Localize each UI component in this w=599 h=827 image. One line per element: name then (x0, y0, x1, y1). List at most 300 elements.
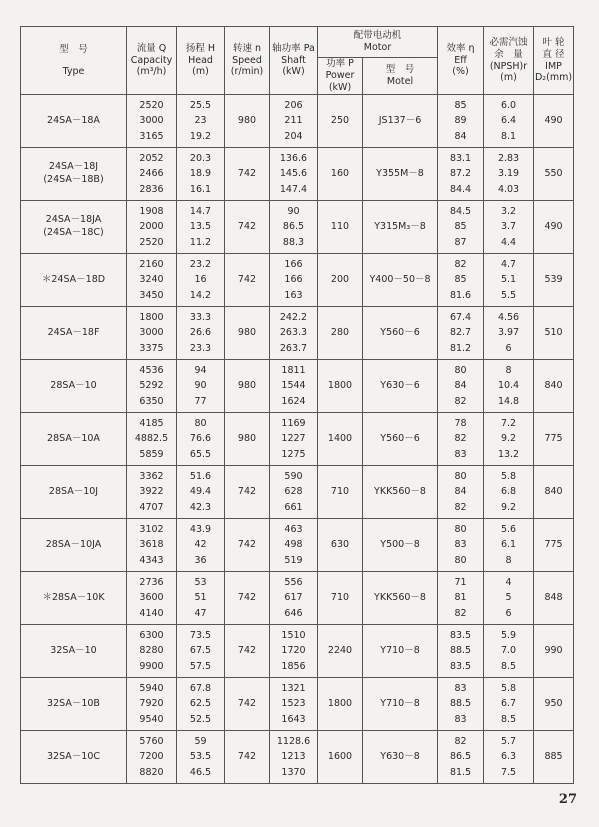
power-cell: 280 (318, 307, 363, 360)
capacity-cell (127, 254, 177, 307)
npsh-cell-value: 5.6 (500, 523, 517, 535)
head-cell-value: 94 (194, 364, 207, 376)
capacity-cell-value: 2736 (139, 576, 164, 588)
pump-spec-table (20, 26, 574, 784)
eff-cell-value: 84.5 (449, 205, 472, 217)
eff-cell-value: 82 (454, 433, 467, 445)
head-cell-value: 80 (194, 417, 207, 429)
npsh-cell-value: 3.97 (497, 327, 520, 339)
eff-cell (438, 678, 484, 731)
motor-cell: YKK560－8 (363, 466, 438, 519)
eff-cell (438, 307, 484, 360)
speed-cell: 742 (225, 625, 270, 678)
eff-cell-value: 82 (454, 501, 467, 513)
capacity-cell-value: 1800 (139, 311, 164, 323)
head-cell (177, 678, 225, 731)
shaft-cell-value: 1811 (281, 364, 306, 376)
npsh-cell (484, 625, 534, 678)
shaft-cell-value: 1856 (281, 660, 306, 672)
shaft-cell-value: 1523 (281, 698, 306, 710)
header-npsh: 必需汽蚀 余 量 (NPSH)r (m) (484, 27, 534, 95)
shaft-cell-value: 1128.6 (276, 735, 311, 747)
shaft-cell-value: 166 (284, 258, 303, 270)
eff-cell-value: 78 (454, 417, 467, 429)
npsh-cell-value: 3.19 (497, 168, 520, 180)
capacity-cell (127, 731, 177, 784)
eff-cell-value: 83.1 (449, 152, 472, 164)
shaft-cell (270, 625, 318, 678)
motor-cell: Y355M－8 (363, 148, 438, 201)
head-cell-value: 23.2 (189, 258, 212, 270)
npsh-cell-value: 13.2 (497, 448, 520, 460)
header-eff: 效率 η Eff (%) (438, 27, 484, 95)
motor-cell: YKK560－8 (363, 572, 438, 625)
power-cell: 2240 (318, 625, 363, 678)
shaft-cell-value: 1275 (281, 448, 306, 460)
head-cell (177, 148, 225, 201)
model-cell-value: 28SA－10 (50, 379, 97, 391)
capacity-cell (127, 519, 177, 572)
head-cell-value: 53.5 (189, 751, 212, 763)
capacity-cell (127, 360, 177, 413)
motor-cell: Y315M₃－8 (363, 201, 438, 254)
head-cell-value: 76.6 (189, 433, 212, 445)
shaft-cell (270, 466, 318, 519)
eff-cell (438, 148, 484, 201)
eff-cell-value: 82 (454, 395, 467, 407)
shaft-cell (270, 360, 318, 413)
capacity-cell-value: 4707 (139, 501, 164, 513)
impeller-cell: 990 (534, 625, 574, 678)
impeller-cell: 848 (534, 572, 574, 625)
table-row (21, 148, 574, 201)
speed-cell: 742 (225, 466, 270, 519)
shaft-cell-value: 463 (284, 523, 303, 535)
shaft-cell-value: 88.3 (282, 236, 305, 248)
npsh-cell-value: 6.3 (500, 751, 517, 763)
npsh-cell (484, 678, 534, 731)
npsh-cell-value: 6 (505, 342, 512, 354)
eff-cell-value: 88.5 (449, 698, 472, 710)
capacity-cell-value: 6300 (139, 629, 164, 641)
npsh-cell-value: 8.5 (500, 713, 517, 725)
power-cell: 110 (318, 201, 363, 254)
table-row (21, 572, 574, 625)
speed-cell: 742 (225, 572, 270, 625)
head-cell (177, 413, 225, 466)
head-cell-value: 25.5 (189, 99, 212, 111)
speed-cell: 742 (225, 519, 270, 572)
npsh-cell-value: 2.83 (497, 152, 520, 164)
eff-cell-value: 87.2 (449, 168, 472, 180)
header-motel: 型 号 Motel (363, 58, 438, 95)
power-cell: 1800 (318, 360, 363, 413)
npsh-cell-value: 9.2 (500, 501, 517, 513)
model-cell (21, 625, 127, 678)
table-row (21, 678, 574, 731)
eff-cell-value: 82 (454, 735, 467, 747)
capacity-cell-value: 7200 (139, 751, 164, 763)
impeller-cell: 550 (534, 148, 574, 201)
head-cell-value: 57.5 (189, 660, 212, 672)
table-row (21, 625, 574, 678)
capacity-cell-value: 2160 (139, 258, 164, 270)
head-cell-value: 19.2 (189, 130, 212, 142)
model-cell-value: 24SA－18J (48, 161, 99, 173)
head-cell (177, 572, 225, 625)
head-cell-value: 16.1 (189, 183, 212, 195)
shaft-cell-value: 204 (284, 130, 303, 142)
npsh-cell-value: 6.7 (500, 698, 517, 710)
shaft-cell-value: 263.7 (279, 342, 308, 354)
table-row (21, 466, 574, 519)
capacity-cell-value: 8280 (139, 645, 164, 657)
shaft-cell-value: 556 (284, 576, 303, 588)
shaft-cell-value: 1169 (281, 417, 306, 429)
npsh-cell-value: 14.8 (497, 395, 520, 407)
shaft-cell (270, 731, 318, 784)
eff-cell-value: 80 (454, 364, 467, 376)
shaft-cell-value: 646 (284, 607, 303, 619)
head-cell (177, 307, 225, 360)
model-cell-value: 24SA－18F (47, 326, 100, 338)
shaft-cell-value: 86.5 (282, 221, 305, 233)
head-cell-value: 90 (194, 380, 207, 392)
speed-cell: 742 (225, 678, 270, 731)
header-shaft: 轴功率 Pa Shaft (kW) (270, 27, 318, 95)
npsh-cell-value: 6 (505, 607, 512, 619)
eff-cell (438, 201, 484, 254)
capacity-cell (127, 307, 177, 360)
model-cell (21, 731, 127, 784)
npsh-cell-value: 10.4 (497, 380, 520, 392)
eff-cell-value: 84 (454, 130, 467, 142)
capacity-cell-value: 4882.5 (134, 433, 169, 445)
head-cell-value: 43.9 (189, 523, 212, 535)
head-cell-value: 67.8 (189, 682, 212, 694)
npsh-cell-value: 6.8 (500, 486, 517, 498)
capacity-cell (127, 95, 177, 148)
model-cell (21, 678, 127, 731)
shaft-cell-value: 1227 (281, 433, 306, 445)
npsh-cell-value: 5.8 (500, 682, 517, 694)
npsh-cell-value: 8.1 (500, 130, 517, 142)
motor-cell: Y560－6 (363, 413, 438, 466)
table-body (21, 95, 574, 784)
impeller-cell: 840 (534, 466, 574, 519)
shaft-cell-value: 211 (284, 115, 303, 127)
eff-cell-value: 80 (454, 523, 467, 535)
shaft-cell-value: 1720 (281, 645, 306, 657)
model-cell (21, 148, 127, 201)
eff-cell-value: 87 (454, 236, 467, 248)
eff-cell-value: 80 (454, 554, 467, 566)
header-motor: 配带电动机 Motor (318, 27, 438, 58)
eff-cell-value: 84 (454, 486, 467, 498)
shaft-cell (270, 148, 318, 201)
shaft-cell-value: 661 (284, 501, 303, 513)
capacity-cell (127, 148, 177, 201)
head-cell-value: 20.3 (189, 152, 212, 164)
npsh-cell (484, 572, 534, 625)
eff-cell-value: 84 (454, 380, 467, 392)
motor-cell: Y560－6 (363, 307, 438, 360)
capacity-cell (127, 625, 177, 678)
head-cell (177, 731, 225, 784)
eff-cell-value: 82 (454, 607, 467, 619)
npsh-cell-value: 5.8 (500, 470, 517, 482)
capacity-cell-value: 3922 (139, 486, 164, 498)
model-cell-value: 32SA－10C (46, 750, 100, 762)
eff-cell (438, 360, 484, 413)
power-cell: 710 (318, 466, 363, 519)
npsh-cell-value: 4.56 (497, 311, 520, 323)
speed-cell: 980 (225, 360, 270, 413)
capacity-cell-value: 2000 (139, 221, 164, 233)
shaft-cell-value: 1370 (281, 766, 306, 778)
npsh-cell-value: 4.7 (500, 258, 517, 270)
npsh-cell-value: 4 (505, 576, 512, 588)
eff-cell-value: 83 (454, 539, 467, 551)
npsh-cell (484, 360, 534, 413)
shaft-cell-value: 242.2 (279, 311, 308, 323)
capacity-cell-value: 3375 (139, 342, 164, 354)
table-row (21, 519, 574, 572)
shaft-cell-value: 263.3 (279, 327, 308, 339)
head-cell (177, 360, 225, 413)
capacity-cell-value: 4343 (139, 554, 164, 566)
capacity-cell-value: 3450 (139, 289, 164, 301)
capacity-cell (127, 572, 177, 625)
eff-cell-value: 81.2 (449, 342, 472, 354)
capacity-cell-value: 3240 (139, 274, 164, 286)
eff-cell-value: 80 (454, 470, 467, 482)
npsh-cell (484, 519, 534, 572)
model-cell-value: 24SA－18A (47, 114, 100, 126)
head-cell (177, 519, 225, 572)
model-cell-value: 28SA－10JA (45, 538, 102, 550)
eff-cell-value: 81 (454, 592, 467, 604)
eff-cell-value: 82 (454, 258, 467, 270)
shaft-cell-value: 1544 (281, 380, 306, 392)
head-cell (177, 466, 225, 519)
header-power: 功率 P Power (kW) (318, 58, 363, 95)
shaft-cell (270, 519, 318, 572)
npsh-cell-value: 3.7 (500, 221, 517, 233)
head-cell (177, 201, 225, 254)
npsh-cell-value: 4.4 (500, 236, 517, 248)
power-cell: 160 (318, 148, 363, 201)
header-type: 型 号 Type (21, 27, 127, 95)
speed-cell: 980 (225, 307, 270, 360)
capacity-cell-value: 5859 (139, 448, 164, 460)
eff-cell-value: 81.5 (449, 766, 472, 778)
eff-cell-value: 83 (454, 713, 467, 725)
npsh-cell (484, 466, 534, 519)
table-header (21, 27, 574, 95)
npsh-cell-value: 6.4 (500, 115, 517, 127)
capacity-cell-value: 2836 (139, 183, 164, 195)
table-row (21, 307, 574, 360)
npsh-cell-value: 7.0 (500, 645, 517, 657)
power-cell: 1600 (318, 731, 363, 784)
motor-cell: Y710－8 (363, 625, 438, 678)
eff-cell-value: 82.7 (449, 327, 472, 339)
capacity-cell-value: 4536 (139, 364, 164, 376)
motor-cell: Y710－8 (363, 678, 438, 731)
eff-cell-value: 83 (454, 448, 467, 460)
eff-cell-value: 88.5 (449, 645, 472, 657)
npsh-cell-value: 5.1 (500, 274, 517, 286)
head-cell-value: 47 (194, 607, 207, 619)
speed-cell: 980 (225, 95, 270, 148)
eff-cell-value: 81.6 (449, 289, 472, 301)
eff-cell-value: 83.5 (449, 629, 472, 641)
shaft-cell (270, 95, 318, 148)
power-cell: 1800 (318, 678, 363, 731)
eff-cell-value: 84.4 (449, 183, 472, 195)
impeller-cell: 510 (534, 307, 574, 360)
capacity-cell-value: 3362 (139, 470, 164, 482)
model-cell (21, 307, 127, 360)
speed-cell: 980 (225, 413, 270, 466)
shaft-cell (270, 254, 318, 307)
capacity-cell-value: 5292 (139, 380, 164, 392)
head-cell-value: 51 (194, 592, 207, 604)
eff-cell (438, 519, 484, 572)
shaft-cell-value: 628 (284, 486, 303, 498)
model-cell (21, 360, 127, 413)
head-cell-value: 14.2 (189, 289, 212, 301)
speed-cell: 742 (225, 254, 270, 307)
capacity-cell (127, 466, 177, 519)
head-cell-value: 18.9 (189, 168, 212, 180)
motor-cell: Y500－8 (363, 519, 438, 572)
head-cell-value: 14.7 (189, 205, 212, 217)
speed-cell: 742 (225, 148, 270, 201)
npsh-cell (484, 307, 534, 360)
shaft-cell-value: 519 (284, 554, 303, 566)
shaft-cell (270, 307, 318, 360)
shaft-cell (270, 678, 318, 731)
capacity-cell-value: 3165 (139, 130, 164, 142)
capacity-cell (127, 201, 177, 254)
table-row (21, 360, 574, 413)
npsh-cell-value: 5.9 (500, 629, 517, 641)
head-cell-value: 53 (194, 576, 207, 588)
capacity-cell-value: 3000 (139, 327, 164, 339)
power-cell: 710 (318, 572, 363, 625)
motor-cell: Y400－50－8 (363, 254, 438, 307)
capacity-cell-value: 3600 (139, 592, 164, 604)
capacity-cell-value: 4185 (139, 417, 164, 429)
head-cell-value: 59 (194, 735, 207, 747)
table-row (21, 731, 574, 784)
shaft-cell-value: 136.6 (279, 152, 308, 164)
head-cell-value: 23.3 (189, 342, 212, 354)
capacity-cell (127, 678, 177, 731)
head-cell-value: 26.6 (189, 327, 212, 339)
impeller-cell: 539 (534, 254, 574, 307)
eff-cell-value: 71 (454, 576, 467, 588)
model-cell-value: 28SA－10J (48, 485, 99, 497)
motor-cell: JS137－6 (363, 95, 438, 148)
model-cell-value: 32SA－10 (50, 644, 97, 656)
table-row (21, 201, 574, 254)
model-cell (21, 466, 127, 519)
shaft-cell-value: 1321 (281, 682, 306, 694)
shaft-cell-value: 1643 (281, 713, 306, 725)
npsh-cell-value: 8 (505, 554, 512, 566)
header-head: 扬程 H Head (m) (177, 27, 225, 95)
head-cell-value: 23 (194, 115, 207, 127)
npsh-cell-value: 4.03 (497, 183, 520, 195)
npsh-cell-value: 8.5 (500, 660, 517, 672)
npsh-cell-value: 5.7 (500, 735, 517, 747)
head-cell (177, 254, 225, 307)
capacity-cell-value: 2052 (139, 152, 164, 164)
page-number: 27 (558, 792, 577, 807)
npsh-cell (484, 148, 534, 201)
head-cell-value: 65.5 (189, 448, 212, 460)
capacity-cell-value: 1908 (139, 205, 164, 217)
head-cell-value: 49.4 (189, 486, 212, 498)
head-cell-value: 62.5 (189, 698, 212, 710)
capacity-cell-value: 3102 (139, 523, 164, 535)
speed-cell: 742 (225, 731, 270, 784)
header-capacity: 流量 Q Capacity (m³/h) (127, 27, 177, 95)
npsh-cell (484, 413, 534, 466)
capacity-cell-value: 9900 (139, 660, 164, 672)
eff-cell (438, 572, 484, 625)
model-cell (21, 201, 127, 254)
head-cell-value: 77 (194, 395, 207, 407)
npsh-cell-value: 8 (505, 364, 512, 376)
power-cell: 630 (318, 519, 363, 572)
shaft-cell-value: 498 (284, 539, 303, 551)
eff-cell (438, 625, 484, 678)
head-cell (177, 95, 225, 148)
model-cell-value: (24SA－18B) (43, 174, 104, 185)
shaft-cell-value: 1624 (281, 395, 306, 407)
capacity-cell-value: 3000 (139, 115, 164, 127)
npsh-cell-value: 6.0 (500, 99, 517, 111)
header-speed: 转速 n Speed (r/min) (225, 27, 270, 95)
capacity-cell-value: 7920 (139, 698, 164, 710)
shaft-cell (270, 572, 318, 625)
head-cell-value: 13.5 (189, 221, 212, 233)
npsh-cell (484, 254, 534, 307)
shaft-cell-value: 163 (284, 289, 303, 301)
capacity-cell-value: 9540 (139, 713, 164, 725)
head-cell-value: 46.5 (189, 766, 212, 778)
power-cell: 1400 (318, 413, 363, 466)
model-cell (21, 254, 127, 307)
motor-cell: Y630－6 (363, 360, 438, 413)
eff-cell-value: 85 (454, 221, 467, 233)
shaft-cell (270, 201, 318, 254)
capacity-cell-value: 5760 (139, 735, 164, 747)
capacity-cell-value: 6350 (139, 395, 164, 407)
shaft-cell-value: 1510 (281, 629, 306, 641)
npsh-cell-value: 9.2 (500, 433, 517, 445)
power-cell: 250 (318, 95, 363, 148)
head-cell-value: 51.6 (189, 470, 212, 482)
impeller-cell: 950 (534, 678, 574, 731)
npsh-cell-value: 3.2 (500, 205, 517, 217)
capacity-cell-value: 2520 (139, 99, 164, 111)
npsh-cell (484, 201, 534, 254)
